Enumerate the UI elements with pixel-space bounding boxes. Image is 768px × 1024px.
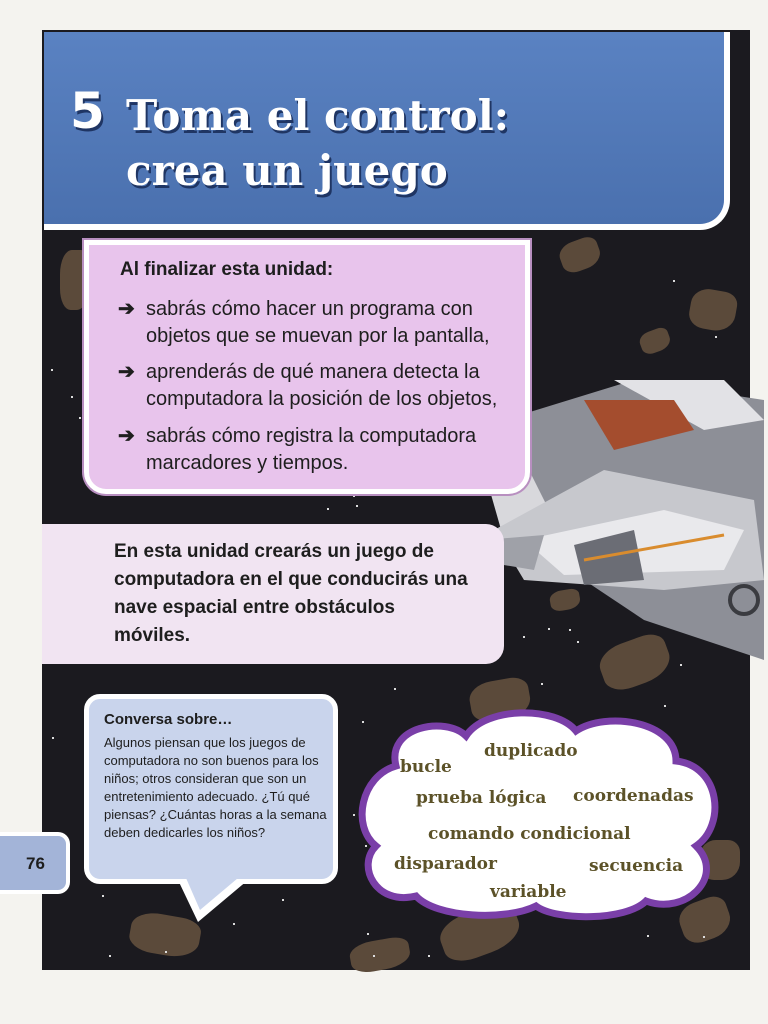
speech-bubble-tail-inner <box>186 878 238 910</box>
objectives-heading: Al finalizar esta unidad: <box>120 259 334 280</box>
star <box>71 396 73 398</box>
star <box>373 955 375 957</box>
star <box>51 369 53 371</box>
star <box>353 814 355 816</box>
vocab-word: prueba lógica <box>416 788 547 808</box>
star <box>102 895 104 897</box>
arrow-right-icon: ➔ <box>118 425 135 447</box>
unit-number: 5 <box>70 82 106 140</box>
star <box>647 935 649 937</box>
vocab-word: secuencia <box>589 856 684 876</box>
objective-text: sabrás cómo hacer un programa con objetos que se muevan por la pantalla, <box>146 298 490 347</box>
vocab-word: coordenadas <box>573 786 694 806</box>
star <box>327 508 329 510</box>
objective-item <box>118 359 526 413</box>
objective-text: sabrás cómo registra la computadora marcadores y tiempos. <box>146 425 477 474</box>
star <box>703 936 705 938</box>
objective-text: aprenderás de qué manera detecta la computadora la posición de los objetos, <box>146 361 498 410</box>
page-number: 76 <box>26 854 45 873</box>
star <box>428 955 430 957</box>
star <box>52 737 54 739</box>
star <box>353 495 355 497</box>
arrow-right-icon: ➔ <box>118 298 135 320</box>
vocab-word: variable <box>490 882 567 902</box>
vocab-word: bucle <box>400 757 452 777</box>
star <box>680 664 682 666</box>
objective-item <box>118 296 526 350</box>
star <box>165 951 167 953</box>
vocab-word: duplicado <box>484 741 578 761</box>
discussion-text: Algunos piensan que los juegos de computadora no son buenos para los niños; otros consideran que son un entretenimiento adecuado. ¿Tú qué piensas? ¿Cuántas horas a la semana deben dedicarles los niños? <box>104 735 327 840</box>
star <box>715 336 717 338</box>
star <box>394 688 396 690</box>
star <box>282 899 284 901</box>
star <box>109 955 111 957</box>
discussion-heading: Conversa sobre… <box>104 711 233 728</box>
star <box>367 933 369 935</box>
intro-text: En esta unidad crearás un juego de computadora en el que conducirás una nave espacial entre obstáculos móviles. <box>114 541 468 646</box>
objective-item <box>118 423 526 477</box>
unit-title-line1: Toma el control: <box>126 91 510 140</box>
vocab-word: disparador <box>394 854 497 874</box>
star <box>233 923 235 925</box>
star <box>79 417 81 419</box>
star <box>673 280 675 282</box>
unit-title-line2: crea un juego <box>126 146 448 195</box>
vocab-word: comando condicional <box>428 824 631 844</box>
unit-title <box>126 88 509 198</box>
star <box>541 683 543 685</box>
star <box>356 505 358 507</box>
arrow-right-icon: ➔ <box>118 361 135 383</box>
